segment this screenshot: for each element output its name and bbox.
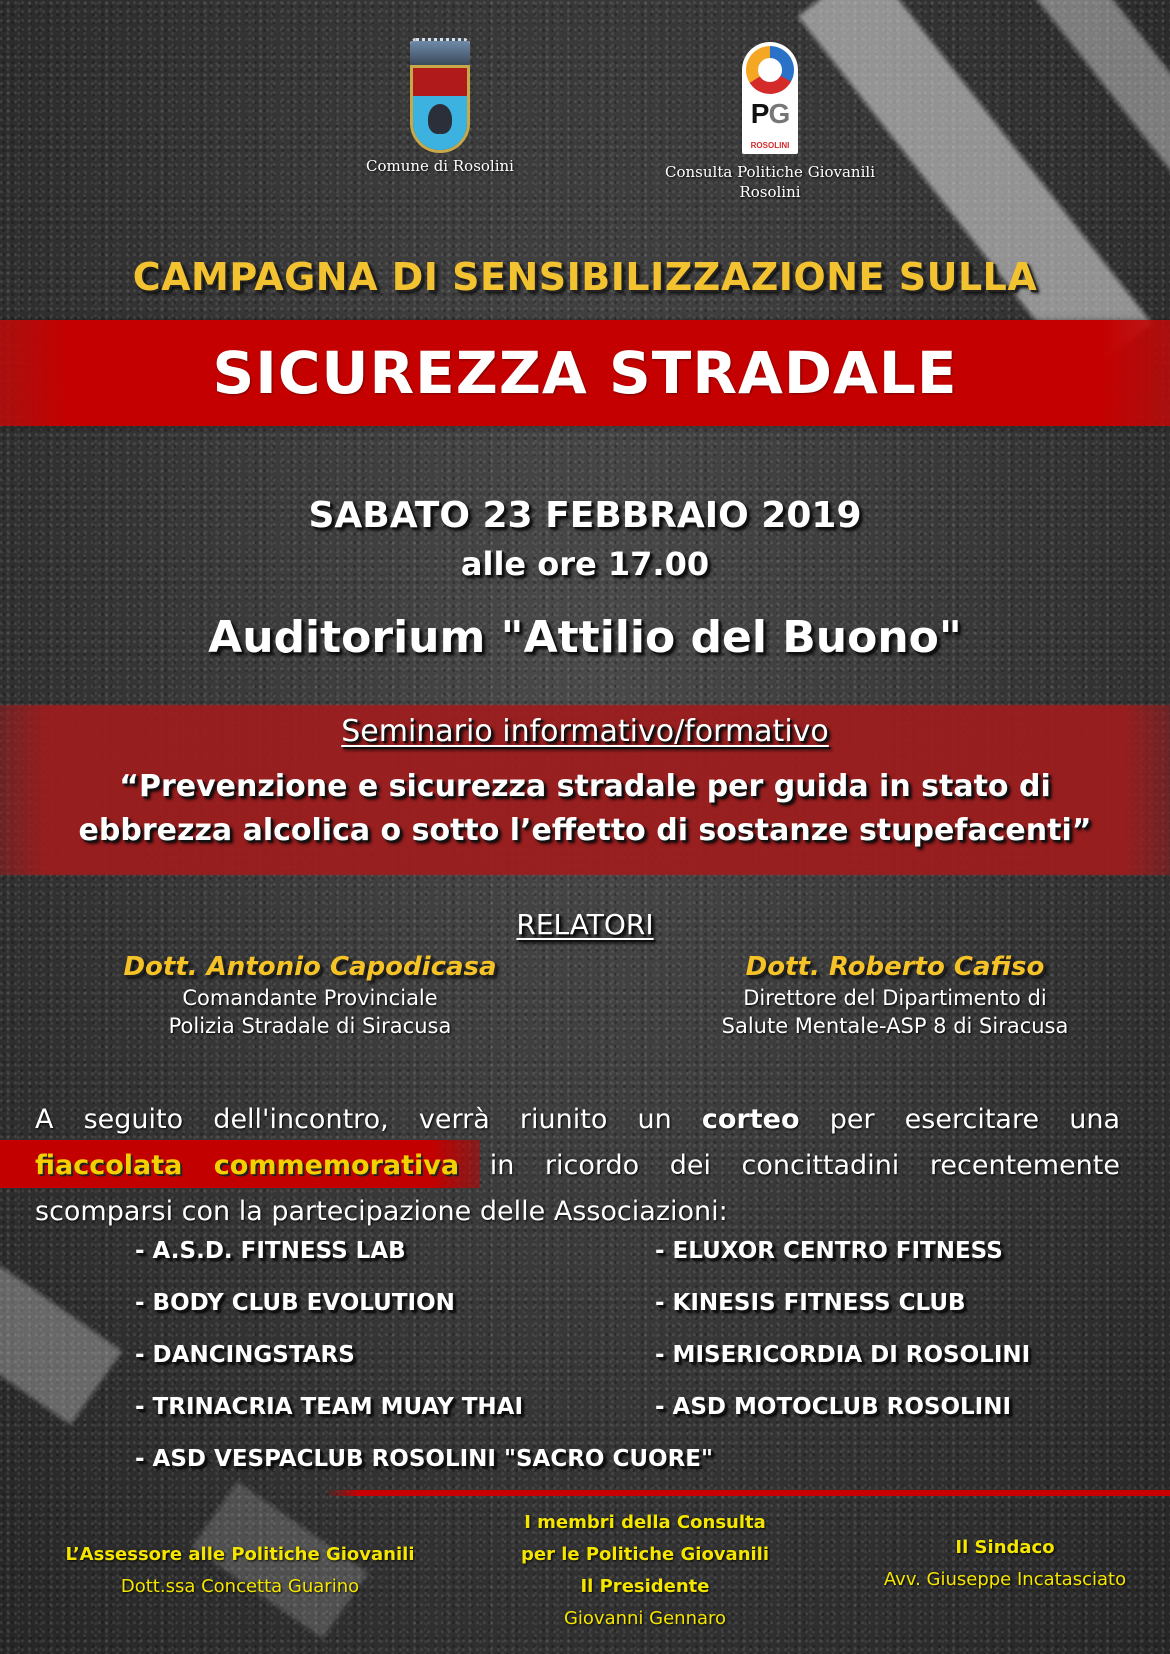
signature-sindaco bbox=[850, 1532, 1160, 1596]
signature-name: Dott.ssa Concetta Guarino bbox=[120, 1576, 360, 1597]
signature-title: Il Presidente bbox=[580, 1576, 710, 1597]
speaker-name: Dott. Roberto Cafiso bbox=[745, 952, 1045, 982]
speaker-name: Dott. Antonio Capodicasa bbox=[123, 952, 497, 982]
association-item: - ELUXOR CENTRO FITNESS bbox=[655, 1238, 1003, 1264]
campaign-heading: CAMPAGNA DI SENSIBILIZZAZIONE SULLA bbox=[132, 255, 1038, 299]
seminar-topic bbox=[0, 765, 1170, 853]
corteo-emphasis: corteo bbox=[701, 1104, 800, 1135]
paragraph-line: scomparsi con la partecipazione delle Associazioni: bbox=[35, 1196, 728, 1227]
speakers-heading: RELATORI bbox=[516, 908, 654, 941]
comune-logo-block bbox=[350, 38, 530, 176]
signature-assessore bbox=[40, 1539, 440, 1603]
association-item: - ASD MOTOCLUB ROSOLINI bbox=[655, 1394, 1012, 1420]
divider-line bbox=[325, 1490, 1170, 1496]
event-time: alle ore 17.00 bbox=[460, 545, 710, 583]
association-item: - TRINACRIA TEAM MUAY THAI bbox=[135, 1394, 524, 1420]
page-title: SICUREZZA STRADALE bbox=[212, 339, 958, 407]
signature-title: L’Assessore alle Politiche Giovanili bbox=[65, 1544, 415, 1565]
paragraph-line: fiaccolata commemorativa in ricordo dei concittadini recentemente bbox=[35, 1150, 1120, 1181]
road-marking bbox=[0, 1265, 122, 1425]
road-marking bbox=[1014, 0, 1170, 207]
seminar-label: Seminario informativo/formativo bbox=[341, 714, 829, 749]
signature-name: Giovanni Gennaro bbox=[563, 1608, 727, 1629]
speaker-role: Comandante Provinciale bbox=[182, 986, 438, 1010]
title-band bbox=[0, 320, 1170, 426]
announcement-paragraph bbox=[35, 1097, 1120, 1235]
speaker-role: Direttore del Dipartimento di bbox=[743, 986, 1047, 1010]
comune-caption: Comune di Rosolini bbox=[366, 157, 514, 175]
speaker-card bbox=[670, 950, 1120, 1040]
association-item: - KINESIS FITNESS CLUB bbox=[655, 1290, 966, 1316]
fiaccolata-highlight: fiaccolata commemorativa bbox=[35, 1150, 460, 1181]
seminar-topic-line1: “Prevenzione e sicurezza stradale per guida in stato di bbox=[119, 769, 1051, 804]
speaker-card bbox=[90, 950, 530, 1040]
signature-title: I membri della Consulta bbox=[524, 1512, 766, 1533]
signature-title: Il Sindaco bbox=[955, 1537, 1055, 1558]
seminar-topic-line2: ebbrezza alcolica o sotto l’effetto di sostanze stupefacenti” bbox=[78, 813, 1092, 848]
event-date: SABATO 23 FEBBRAIO 2019 bbox=[308, 495, 862, 536]
municipal-crest-icon bbox=[410, 38, 470, 148]
association-item: - ASD VESPACLUB ROSOLINI "SACRO CUORE" bbox=[135, 1446, 713, 1472]
signature-name: Avv. Giuseppe Incatasciato bbox=[883, 1569, 1127, 1590]
event-venue: Auditorium "Attilio del Buono" bbox=[208, 612, 962, 663]
consulta-caption-line2: Rosolini bbox=[739, 183, 801, 201]
consulta-caption-line1: Consulta Politiche Giovanili bbox=[665, 163, 875, 181]
speaker-role: Polizia Stradale di Siracusa bbox=[168, 1014, 452, 1038]
consulta-logo-block bbox=[640, 42, 900, 202]
speaker-role: Salute Mentale-ASP 8 di Siracusa bbox=[721, 1014, 1069, 1038]
signature-title: per le Politiche Giovanili bbox=[520, 1544, 770, 1565]
signature-consulta bbox=[445, 1507, 845, 1635]
association-item: - MISERICORDIA DI ROSOLINI bbox=[655, 1342, 1031, 1368]
association-item: - BODY CLUB EVOLUTION bbox=[135, 1290, 455, 1316]
association-item: - DANCINGSTARS bbox=[135, 1342, 355, 1368]
association-item: - A.S.D. FITNESS LAB bbox=[135, 1238, 406, 1264]
pg-rosolini-logo-icon: PG ROSOLINI bbox=[742, 42, 798, 154]
paragraph-line: A seguito dell'incontro, verrà riunito un corteo per esercitare una bbox=[35, 1104, 1120, 1135]
